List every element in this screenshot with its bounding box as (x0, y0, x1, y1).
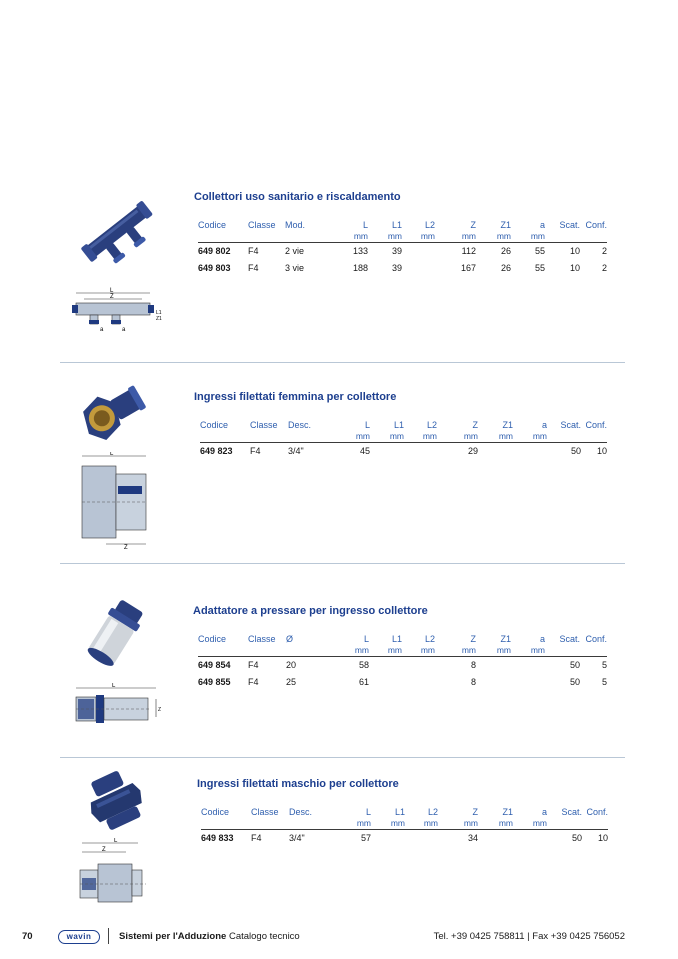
table-header-row: Codice Classe Ø L L1 L2 Z Z1 a Scat. Conf. (198, 634, 607, 644)
table-unit-row: mm mm mm mm mm mm (201, 818, 608, 830)
section-divider (60, 362, 625, 363)
manifold-drawing (70, 287, 170, 342)
section-title: Adattatore a pressare per ingresso collettore (193, 605, 428, 617)
section-title: Ingressi filettati maschio per collettore (197, 778, 399, 790)
table-row: 649 854 F4 20 58 8 50 5 (198, 660, 607, 670)
spec-table (198, 634, 607, 691)
table-unit-row: mm mm mm mm mm mm (198, 231, 607, 243)
table-row: 649 802 F4 2 vie 133 39 112 26 55 10 2 (198, 246, 607, 256)
contact-info: Tel. +39 0425 758811 | Fax +39 0425 756052 (433, 931, 625, 942)
table-row: 649 823 F4 3/4" 45 29 50 10 (200, 446, 607, 456)
dim-l1-label: L1 (156, 310, 162, 316)
dim-z-label: Z (102, 847, 106, 853)
male-fitting-drawing (76, 838, 156, 913)
page-number: 70 (22, 931, 33, 942)
spec-table (198, 220, 607, 277)
dim-z-label: Z (124, 545, 128, 551)
manifold-photo (76, 190, 156, 280)
press-adapter-photo (80, 597, 150, 677)
dim-l-label: L (110, 452, 114, 457)
catalog-title-rest: Catalogo tecnico (226, 931, 300, 942)
female-fitting-photo (78, 378, 153, 453)
spec-table (201, 807, 608, 847)
section-divider (60, 757, 625, 758)
table-header-row: Codice Classe Desc. L L1 L2 Z Z1 a Scat. Conf. (200, 420, 607, 430)
table-header-row: Codice Classe Desc. L L1 L2 Z Z1 a Scat. Conf. (201, 807, 608, 817)
table-unit-row: mm mm mm mm mm mm (200, 431, 607, 443)
dim-a2-label: a (122, 327, 126, 333)
female-fitting-drawing (76, 452, 156, 557)
page-footer (0, 930, 678, 946)
table-row: 649 833 F4 3/4" 57 34 50 10 (201, 833, 608, 843)
wavin-logo: wavin (58, 930, 100, 944)
dim-l-label: L (114, 838, 118, 844)
dim-l-label: L (112, 683, 116, 689)
table-row: 649 855 F4 25 61 8 50 5 (198, 677, 607, 687)
dim-z-label: Z (158, 707, 162, 713)
section-title: Collettori uso sanitario e riscaldamento (194, 191, 401, 203)
male-fitting-photo (82, 768, 148, 838)
section-divider (60, 563, 625, 564)
press-adapter-drawing (72, 683, 164, 732)
section-title: Ingressi filettati femmina per collettore (194, 391, 397, 403)
dim-l-label: L (110, 288, 114, 294)
table-unit-row: mm mm mm mm mm mm (198, 645, 607, 657)
dim-z1-label: Z1 (156, 316, 162, 322)
table-row: 649 803 F4 3 vie 188 39 167 26 55 10 2 (198, 263, 607, 273)
catalog-title-bold: Sistemi per l'Adduzione (119, 931, 227, 942)
dim-z-label: Z (110, 294, 114, 300)
table-header-row: Codice Classe Mod. L L1 L2 Z Z1 a Scat. Conf. (198, 220, 607, 230)
footer-separator (108, 928, 109, 944)
spec-table (200, 420, 607, 460)
catalog-title (119, 931, 300, 942)
dim-a1-label: a (100, 327, 104, 333)
